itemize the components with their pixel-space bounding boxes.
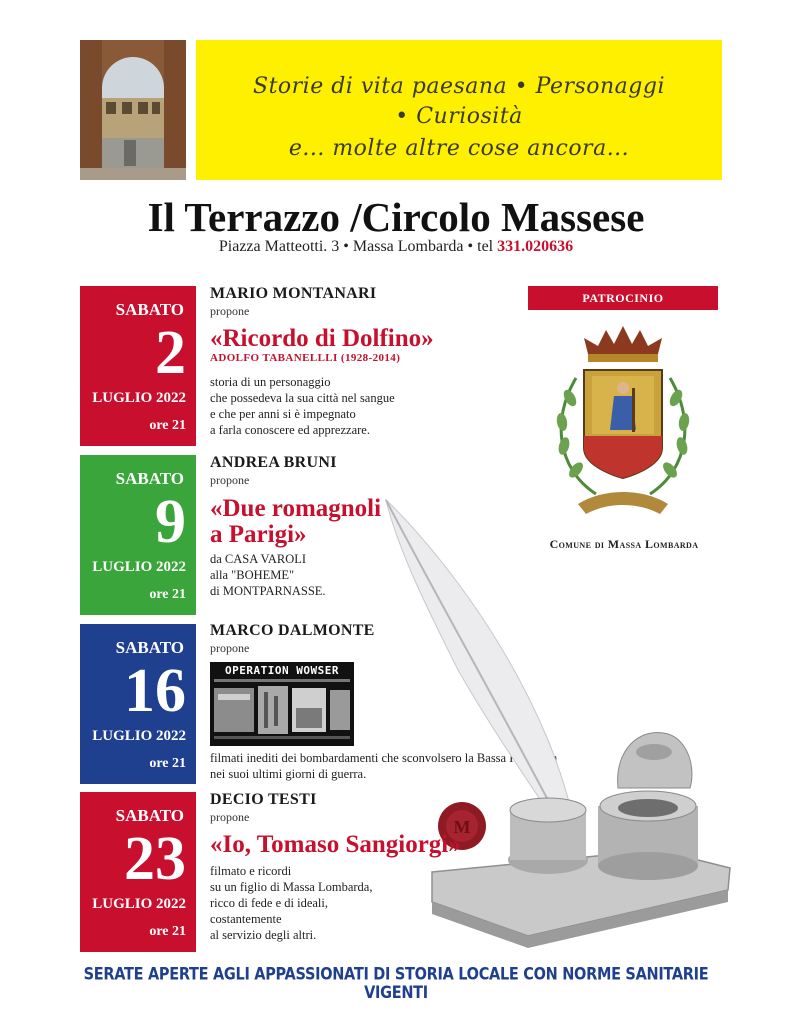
wowser-image-title: OPERATION WOWSER	[225, 664, 339, 677]
event-day: SABATO	[115, 300, 184, 319]
wowser-photos	[210, 684, 354, 746]
footer-note: SERATE APERTE AGLI APPASSIONATI DI STORIA LOCALE CON NORME SANITARIE VIGENTI	[83, 965, 709, 1003]
operation-wowser-image	[210, 662, 354, 746]
venue-address	[60, 238, 732, 256]
event-time: ore 21	[149, 418, 186, 433]
banner-line-2: • Curiosità	[395, 104, 523, 129]
event-proposes: propone	[210, 304, 250, 318]
event-description: filmati inediti dei bombardamenti che sconvolsero la Bassa nei suoi ultimi giorni di guerra.	[210, 751, 507, 781]
event-date: 16	[124, 657, 186, 725]
archway-photo	[80, 40, 186, 180]
event-time: ore 21	[149, 924, 186, 939]
event-month: LUGLIO 2022	[92, 559, 186, 575]
date-block-3	[80, 624, 196, 784]
event-title: «Ricordo di Dolfino»	[210, 325, 434, 352]
svg-text:M: M	[453, 817, 471, 837]
event-time: ore 21	[149, 756, 186, 771]
event-month: LUGLIO 2022	[92, 896, 186, 912]
event-date: 2	[155, 319, 186, 387]
date-block-2	[80, 455, 196, 615]
event-description: da CASA VAROLI alla "BOHEME" di MONTPARNASSE.	[210, 552, 326, 598]
event-month: LUGLIO 2022	[92, 728, 186, 744]
event-day: SABATO	[115, 806, 184, 825]
quill-inkwell-illustration	[378, 490, 738, 950]
patronage-bar	[528, 286, 718, 310]
event-presenter: ANDREA BRUNI	[210, 454, 337, 471]
wowser-subtitle-strip	[214, 679, 350, 682]
event-title-line-2: a Parigi»	[210, 521, 307, 548]
event-presenter: DECIO TESTI	[210, 791, 317, 808]
event-presenter: MARIO MONTANARI	[210, 285, 377, 302]
banner	[196, 40, 722, 180]
event-title: «Io, Tomaso Sangiorgi»	[210, 831, 461, 858]
comune-label: Comune di Massa Lombarda	[549, 537, 699, 551]
venue-phone: 331.020636	[497, 238, 574, 255]
event-date: 23	[124, 825, 186, 893]
event-proposes: propone	[210, 641, 250, 655]
event-presenter: MARCO DALMONTE	[210, 622, 375, 639]
venue-title: Il Terrazzo /Circolo Massese	[147, 194, 645, 240]
banner-line-1: Storie di vita paesana • Personaggi	[253, 74, 665, 99]
banner-line-3: e... molte altre cose ancora...	[288, 136, 630, 161]
coat-of-arms	[548, 318, 698, 528]
event-description: filmato e ricordi su un figlio di Massa Lombarda, ricco di fede e di ideali, costantemente al servizio degli altri.	[210, 864, 373, 942]
venue-address-text: Piazza Matteotti. 3 • Massa Lombarda • tel	[218, 238, 494, 255]
event-title-line-1: «Due romagnoli	[210, 495, 382, 522]
event-day: SABATO	[115, 469, 184, 488]
date-block-1	[80, 286, 196, 446]
event-description: storia di un personaggio che possedeva la sua città nel sangue e che per anni si è impegnato a farla conoscere ed apprezzare.	[210, 375, 395, 437]
event-time: ore 21	[149, 587, 186, 602]
event-proposes: propone	[210, 810, 250, 824]
event-proposes: propone	[210, 473, 250, 487]
event-subtitle: ADOLFO TABANELLLI (1928-2014)	[210, 352, 401, 364]
date-block-4	[80, 792, 196, 952]
event-date: 9	[155, 488, 186, 556]
event-month: LUGLIO 2022	[92, 390, 186, 406]
event-day: SABATO	[115, 638, 184, 657]
patronage-label: PATROCINIO	[582, 291, 664, 305]
